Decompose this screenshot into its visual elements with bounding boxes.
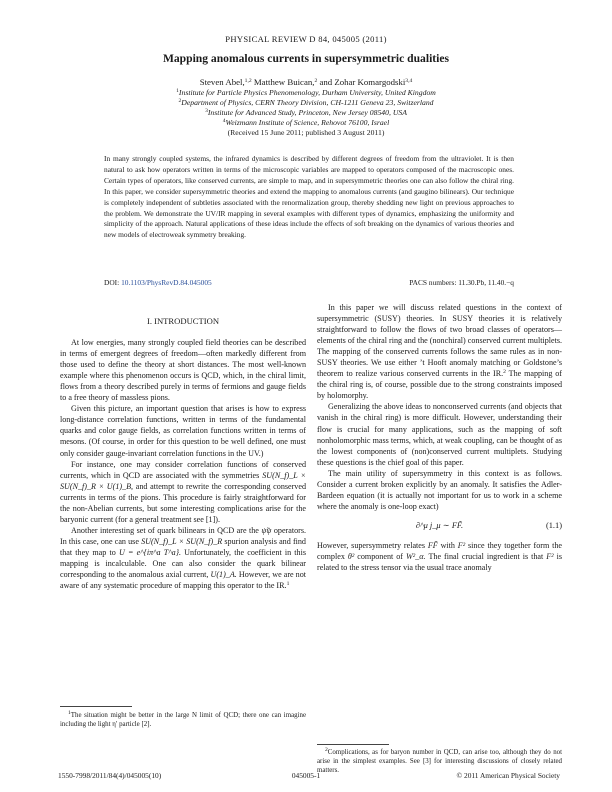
affiliation-line [0, 118, 612, 128]
inline-math: U = e^{iπ^a T^a}. [118, 547, 181, 557]
footnote-divider [317, 744, 389, 745]
footnote-number: 1 [68, 710, 71, 716]
paragraph-text: Unfortunately, the coefficient in this mapping is incalculable. One can also consider the quark bilinear corresponding to the anomalous axial current, [60, 547, 307, 580]
author-name: Steven Abel, [199, 77, 245, 87]
footer-copyright: © 2011 American Physical Society [456, 771, 560, 780]
paragraph-text: operators. In this case, one can use [60, 525, 306, 546]
paragraph-text: and attempt to rewrite the corresponding conserved currents in terms of the pions. This procedure is fairly straightforward for the non-Abelian currents, but some interesting complications arise for the baryonic current (for a general treatment see [1]). [60, 481, 306, 524]
paragraph [317, 302, 562, 401]
paragraph-text: with [440, 540, 455, 550]
inline-math: FF̃ [427, 540, 438, 550]
paragraph [60, 459, 306, 525]
equation-body: ∂^μ j_μ ∼ FF̃. [415, 521, 464, 531]
inline-math: F² [457, 540, 466, 550]
footnote [60, 711, 306, 729]
journal-header: PHYSICAL REVIEW D 84, 045005 (2011) [225, 34, 387, 44]
affiliation-line [0, 108, 612, 118]
paragraph: At low energies, many strongly coupled field theories can be described in terms of emergent degrees of freedom—often markedly different from those used to define the theory at short distances. The most well-known example where this phenomenon occurs is QCD, which, in the chiral limit, flows from a theory described purely in terms of fermions and gauge fields to a free theory of massless pions. [60, 338, 306, 403]
left-column [60, 316, 306, 591]
inline-math: F² [546, 551, 554, 561]
affiliations [0, 88, 612, 138]
inline-math: SU(N_f)_L × SU(N_f)_R [141, 536, 223, 546]
paper-title: Mapping anomalous currents in supersymmetric dualities [162, 52, 450, 65]
inline-math: θ² [347, 551, 355, 561]
affiliation-text: Institute for Advanced Study, Princeton, New Jersey 08540, USA [207, 108, 407, 118]
author-affil-mark: 3,4 [405, 78, 413, 84]
paragraph-text: since they together form the complex [317, 540, 562, 561]
section-heading: I. INTRODUCTION [146, 316, 220, 326]
author-affil-mark: 2 [314, 78, 318, 84]
affiliation-line [0, 98, 612, 108]
paragraph: Given this picture, an important question that arises is how to express long-distance correlation functions, written in terms of the fundamental quarks and color gauge fields, as correlation functions written in terms of mesons. (Of course, in order for this question to be well defined, one must only consider gauge-invariant correlation functions in the UV.) [60, 404, 306, 458]
paragraph-text: The final crucial ingredient is that [428, 551, 544, 561]
paragraph: Generalizing the above ideas to nonconserved currents (and objects that vanish in the chiral ring) is more difficult. However, understanding their flow is crucial for many applications, such as the mapping of soft nonholomorphic mass terms, which, at weak coupling, can be thought of as the lowest components of (non)conserved current multiplets. Studying these questions is the chief goal of this paper. [317, 402, 562, 467]
author-affil-mark: 1,2 [244, 78, 252, 84]
paragraph-text: However, we are not aware of any systematic procedure of mapping this operator to the IR. [60, 570, 306, 591]
pacs-numbers: PACS numbers: 11.30.Pb, 11.40.−q [409, 278, 514, 287]
doi-label: DOI: [104, 278, 120, 287]
affiliation-text: Weizmann Institute of Science, Rehovot 76100, Israel [225, 118, 390, 128]
paragraph-text: spurion analysis and find that they map to [60, 536, 306, 557]
paragraph [60, 525, 306, 591]
footnote-mark[interactable]: 2 [503, 369, 506, 376]
paragraph-text: Another interesting set of quark bilinears in QCD are the [71, 525, 259, 535]
paragraph-text: component of [357, 551, 403, 561]
paragraph-text: In this paper we will discuss related questions in the context of supersymmetric (SUSY) theories. In SUSY theories it is relatively straightforward to follow the flows of two broad classes of operators—elements of the chiral ring and the (nonchiral) conserved current multiplets. The mapping of the conserved currents follows the same rules as in non-SUSY theories. We use either ’t Hooft anomaly matching or Goldstone’s theorem to realize various conserved currents in the IR. [317, 303, 562, 379]
footnote-number: 2 [325, 747, 328, 753]
inline-math: ψ̃ψ [261, 525, 272, 535]
paragraph: The main utility of supersymmetry in this context is as follows. Consider a current broken explicitly by an anomaly. It satisfies the Adler-Bardeen equation (it is actually not important for us to work in a scheme where the anomaly is one-loop exact) [317, 468, 562, 511]
paragraph-text: However, supersymmetry relates [317, 540, 426, 550]
affiliation-number: 2 [178, 98, 182, 105]
footer-page-number: 045005-1 [291, 771, 321, 780]
affiliation-number: 4 [222, 118, 226, 125]
doi-link[interactable]: 10.1103/PhysRevD.84.045005 [121, 278, 212, 287]
author-name: Matthew Buican, [253, 77, 315, 87]
author-name: and Zohar Komargodski [319, 77, 406, 87]
inline-math: SU(N_f)_L × SU(N_f)_R × U(1)_B, [60, 470, 306, 491]
affiliation-text: Department of Physics, CERN Theory Division, CH-1211 Geneva 23, Switzerland [181, 98, 434, 108]
equation [317, 516, 562, 536]
affiliation-number: 1 [176, 88, 179, 94]
paragraph [317, 540, 562, 573]
right-column [317, 302, 562, 573]
paragraph-text: The mapping of the chiral ring is, of course, possible due to the strong constraints imposed by holomorphy. [317, 369, 562, 401]
footnote-mark[interactable]: 1 [286, 581, 290, 588]
inline-math: W²_α. [405, 551, 426, 561]
affiliation-number: 3 [205, 108, 208, 115]
inline-math: U(1)_A. [210, 570, 237, 580]
affiliation-text: Institute for Particle Physics Phenomenology, Durham University, United Kingdom [178, 88, 436, 97]
paragraph-text: For instance, one may consider correlation functions of conserved currents, which in QCD are associated with the symmetries [60, 459, 306, 480]
equation-number: (1.1) [545, 521, 562, 531]
footnote-text: Complications, as for baryon number in QCD, can arise too, although they do not arise in the simplest examples. See [3] for interesting discussions of closely related matters. [317, 749, 562, 775]
footnote-divider [60, 706, 132, 707]
paragraph-text: is related to the stress tensor via the usual trace anomaly [317, 551, 563, 572]
doi-line [104, 278, 514, 287]
author-list [0, 77, 612, 87]
footer-issn: 1550-7998/2011/84(4)/045005(10) [58, 771, 162, 780]
footnote-text: The situation might be better in the large N limit of QCD; there one can imagine including the light η′ particle [2]. [60, 712, 306, 729]
abstract: In many strongly coupled systems, the infrared dynamics is described by different degrees of freedom from the ultraviolet. It is then natural to ask how operators written in terms of the microscopic variables are mapped to operators composed of the macroscopic ones. Certain types of operators, like conserved currents, are simple to map, and in supersymmetric theories one can also follow the chiral ring. In this paper, we consider supersymmetric theories and extend the mapping to anomalous currents (and gaugino bilinears). Our technique is completely independent of subtleties associated with the renormalization group, thereby shedding new light on previous approaches to the problem. We demonstrate the UV/IR mapping in several examples with different types of dynamics, emphasizing the uniformity and simplicity of the approach. Natural applications of these ideas include the effects of soft breaking on the dynamics of various theories and new models of electroweak symmetry breaking. [104, 154, 514, 240]
received-date: (Received 15 June 2011; published 3 August 2011) [227, 128, 385, 138]
affiliation-line [0, 88, 612, 98]
